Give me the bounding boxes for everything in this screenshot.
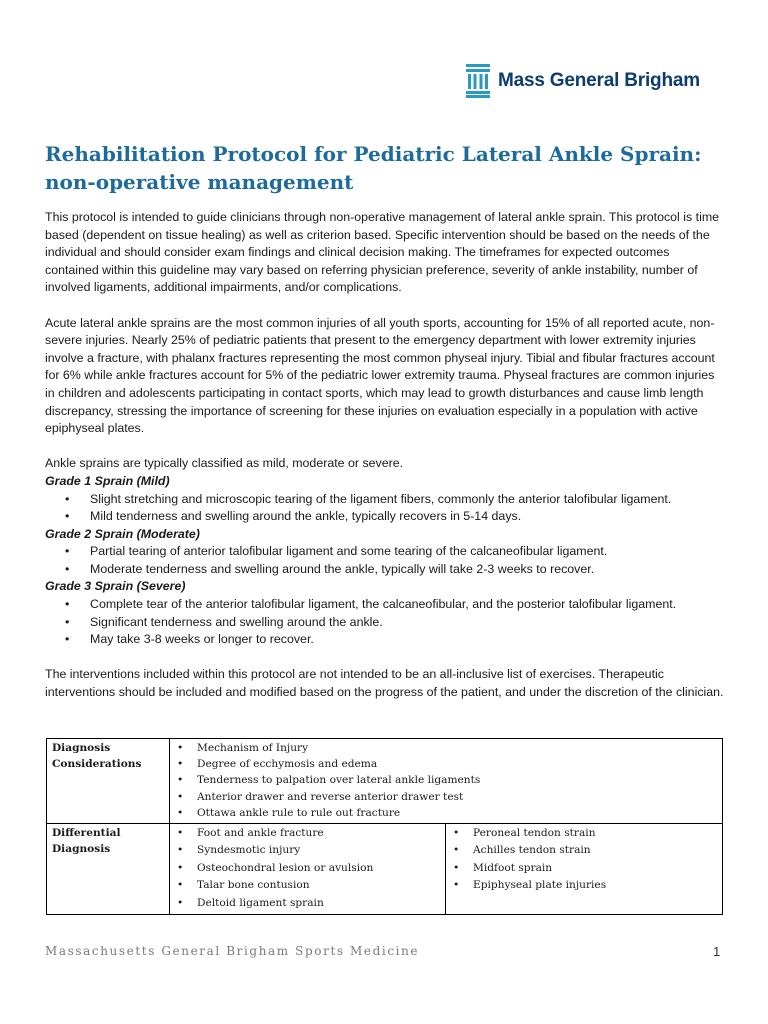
- document-title: Rehabilitation Protocol for Pediatric Lateral Ankle Sprain: non-operative management: [45, 142, 702, 194]
- diagnosis-considerations-list: [175, 740, 717, 821]
- diagnosis-considerations-label: Diagnosis Considerations: [47, 739, 170, 824]
- differential-right-list: [451, 825, 717, 895]
- grade-1-list: [45, 491, 725, 526]
- list-item: • Partial tearing of anterior talofibular ligament and some tearing of the calcaneofibular ligament.: [45, 543, 725, 561]
- list-item: • Mechanism of Injury: [175, 740, 717, 756]
- document-body: [45, 209, 725, 702]
- list-item: • Anterior drawer and reverse anterior drawer test: [175, 789, 717, 805]
- diagnosis-considerations-cell: [170, 739, 723, 824]
- list-item: • Achilles tendon strain: [451, 842, 717, 859]
- logo-text: Mass General Brigham: [498, 70, 700, 91]
- list-item: • Ottawa ankle rule to rule out fracture: [175, 805, 717, 821]
- table-row: [47, 739, 723, 824]
- differential-diagnosis-label: Differential Diagnosis: [47, 824, 170, 915]
- list-item: • Peroneal tendon strain: [451, 825, 717, 842]
- list-item: • Osteochondral lesion or avulsion: [175, 860, 440, 877]
- grade-3-title: Grade 3 Sprain (Severe): [45, 579, 186, 594]
- list-item: • Midfoot sprain: [451, 860, 717, 877]
- spacer: [45, 649, 725, 667]
- list-item: • Moderate tenderness and swelling around the ankle, typically will take 2-3 weeks to recover.: [45, 561, 725, 579]
- list-item: • Talar bone contusion: [175, 877, 440, 894]
- list-item: • Significant tenderness and swelling around the ankle.: [45, 614, 725, 632]
- building-columns-logo-icon: [466, 64, 490, 98]
- list-item: • Epiphyseal plate injuries: [451, 877, 717, 894]
- list-item: • Complete tear of the anterior talofibular ligament, the calcaneofibular, and the posterior talofibular ligament.: [45, 596, 725, 614]
- grade-2-title: Grade 2 Sprain (Moderate): [45, 526, 200, 541]
- differential-left-cell: [170, 824, 446, 915]
- list-item: • May take 3-8 weeks or longer to recover.: [45, 631, 725, 649]
- differential-right-cell: [446, 824, 723, 915]
- grade-1-title: Grade 1 Sprain (Mild): [45, 473, 170, 488]
- list-item: • Mild tenderness and swelling around the ankle, typically recovers in 5-14 days.: [45, 508, 725, 526]
- intro-paragraph-1: This protocol is intended to guide clinicians through non-operative management of lateral ankle sprain. This protocol is time based (dependent on tissue healing) as well as criterion based. Specific intervention should be based on the needs of the individual and should consider exam findings and clinical decision making. The timeframes for expected outcomes contained within this guideline may vary based on referring physician preference, severity of ankle instability, number of involved ligaments, additional impairments, and/or complications.: [45, 210, 720, 295]
- intro-paragraph-2: Acute lateral ankle sprains are the most common injuries of all youth sports, accounting for 15% of all reported acute, non-severe injuries. Nearly 25% of pediatric patients that present to the emergency department with lower extremity injuries involve a fracture, with phalanx fractures representing the most common physeal injury. Tibial and fibular fractures account for 6% while ankle fractures account for 5% of the pediatric lower extremity trauma. Physeal fractures are common injuries in children and adolescents participating in contact sports, which may lead to growth disturbances and cause limb length discrepancy, stressing the importance of screening for these injuries on evaluation especially in a population with active epiphyseal plates.: [45, 315, 715, 436]
- table-row: [47, 824, 723, 915]
- list-item: • Foot and ankle fracture: [175, 825, 440, 842]
- list-item: • Degree of ecchymosis and edema: [175, 756, 717, 772]
- footer-text: Massachusetts General Brigham Sports Medicine: [45, 944, 420, 958]
- list-item: • Slight stretching and microscopic tearing of the ligament fibers, commonly the anterior talofibular ligament.: [45, 491, 725, 509]
- list-item: • Syndesmotic injury: [175, 842, 440, 859]
- page-number: 1: [713, 944, 721, 959]
- differential-left-list: [175, 825, 440, 912]
- list-item: • Tenderness to palpation over lateral ankle ligaments: [175, 772, 717, 788]
- header-logo: [466, 62, 700, 100]
- diagnosis-table: [46, 738, 723, 915]
- list-item: • Deltoid ligament sprain: [175, 895, 440, 912]
- classification-intro: Ankle sprains are typically classified as mild, moderate or severe.: [45, 456, 404, 471]
- grade-3-list: [45, 596, 725, 649]
- closing-paragraph: The interventions included within this protocol are not intended to be an all-inclusive list of exercises. Therapeutic interventions should be included and modified based on the progress of the patient, and under the discretion of the clinician.: [45, 667, 724, 700]
- grade-2-list: [45, 543, 725, 578]
